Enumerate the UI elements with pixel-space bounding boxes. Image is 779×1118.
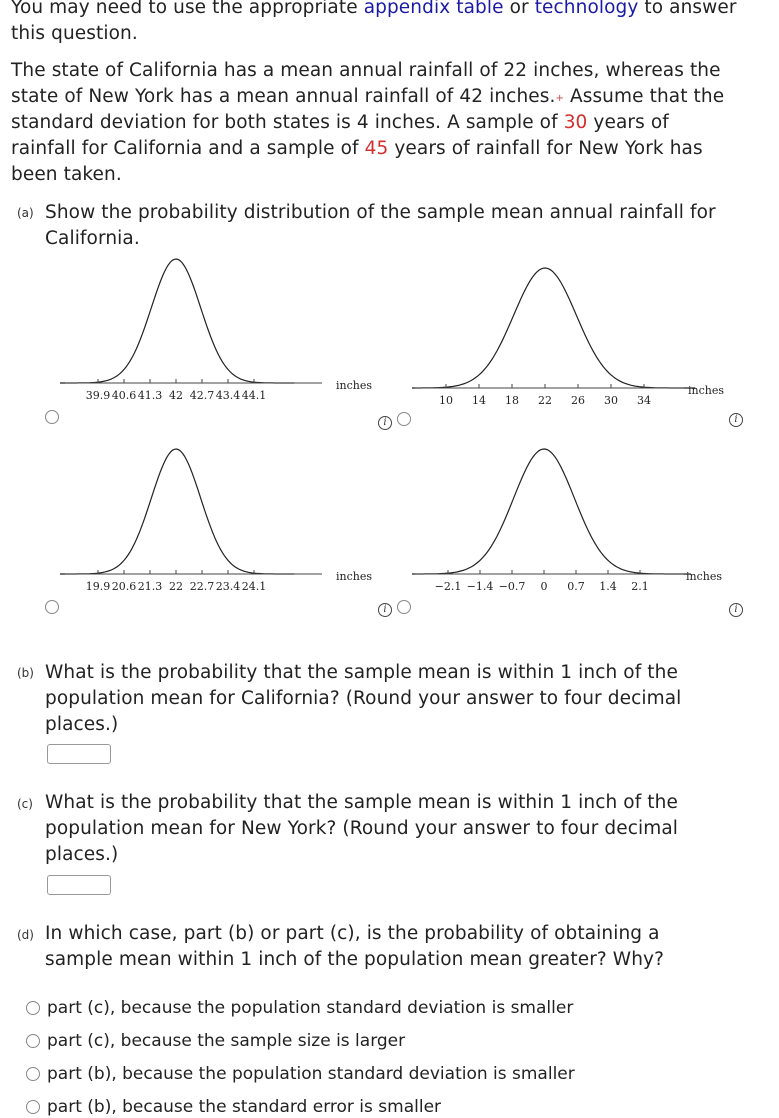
part-b-line-3: places.) xyxy=(45,714,119,735)
option-2[interactable]: part (c), because the sample size is larger xyxy=(26,1030,405,1052)
part-d-line-1: In which case, part (b) or part (c), is the probability of obtaining a xyxy=(45,923,660,944)
tick-label: 34 xyxy=(637,394,651,407)
part-c-line-1: What is the probability that the sample mean is within 1 inch of the xyxy=(45,792,678,813)
tick-label: 2.1 xyxy=(631,580,649,593)
tick-label: 21.3 xyxy=(137,580,163,593)
part-b-line-2: population mean for California? (Round your answer to four decimal xyxy=(45,688,682,709)
normal-curve-4 xyxy=(412,445,742,595)
tick-label: −0.7 xyxy=(498,580,526,593)
tick-label: 44.1 xyxy=(241,389,267,402)
ticks-3 xyxy=(86,570,267,593)
tick-label: 26 xyxy=(571,394,585,407)
unit-label-2: inches xyxy=(688,384,725,397)
unit-label-1: inches xyxy=(336,379,373,392)
part-a-line-1: Show the probability distribution of the sample mean annual rainfall for xyxy=(45,202,716,223)
sample-size-california: 30 xyxy=(563,112,588,133)
plot-2-radio[interactable] xyxy=(397,412,411,426)
unit-label-3: inches xyxy=(336,570,373,583)
problem-line-1: The state of California has a mean annual rainfall of 22 inches, whereas the xyxy=(11,60,721,81)
distribution-plot-1 xyxy=(60,255,380,405)
ticks-1 xyxy=(86,379,267,402)
option-2-radio[interactable] xyxy=(26,1034,40,1048)
plot-3-radio[interactable] xyxy=(45,600,59,614)
curve-4 xyxy=(412,449,691,574)
info-icon-4[interactable]: i xyxy=(729,603,743,617)
ticks-2 xyxy=(439,384,651,407)
unit-label-4: inches xyxy=(686,570,723,583)
plot-1-radio[interactable] xyxy=(45,410,59,424)
info-icon-1[interactable]: i xyxy=(378,416,392,430)
option-1[interactable]: part (c), because the population standard deviation is smaller xyxy=(26,997,573,1019)
curve-3 xyxy=(60,449,294,574)
problem-line-2: state of New York has a mean annual rainfall of 42 inches.+ Assume that the xyxy=(11,86,725,107)
problem-line-3: standard deviation for both states is 4 inches. A sample of 30 years of xyxy=(11,112,669,133)
info-icon-3[interactable]: i xyxy=(378,603,392,617)
part-b-line-1: What is the probability that the sample mean is within 1 inch of the xyxy=(45,662,678,683)
option-4-radio[interactable] xyxy=(26,1100,40,1114)
normal-curve-2 xyxy=(412,262,742,412)
tick-label: 0 xyxy=(540,580,548,593)
normal-curve-1 xyxy=(60,255,380,405)
distribution-plot-3 xyxy=(60,445,380,595)
tick-label: 40.6 xyxy=(111,389,137,402)
part-b-tag: (b) xyxy=(17,666,34,680)
tick-label: 24.1 xyxy=(241,580,267,593)
tick-label: 1.4 xyxy=(599,580,617,593)
part-d-line-2: sample mean within 1 inch of the population mean greater? Why? xyxy=(45,949,664,970)
tick-label: −1.4 xyxy=(466,580,494,593)
tick-label: 0.7 xyxy=(567,580,585,593)
problem-line-5: been taken. xyxy=(11,164,122,185)
intro-line-1: You may need to use the appropriate appendix table or technology to answer xyxy=(11,0,737,21)
distribution-plot-2 xyxy=(412,262,742,412)
option-1-radio[interactable] xyxy=(26,1001,40,1015)
part-c-answer-input[interactable] xyxy=(47,875,111,895)
tick-label: −2.1 xyxy=(434,580,462,593)
tick-label: 14 xyxy=(472,394,486,407)
sample-size-new-york: 45 xyxy=(364,138,389,159)
tick-label: 22 xyxy=(538,394,552,407)
tick-label: 42 xyxy=(169,389,183,402)
part-c-tag: (c) xyxy=(17,797,33,811)
technology-link[interactable]: technology xyxy=(534,0,639,18)
tick-label: 19.9 xyxy=(85,580,111,593)
problem-line-4: rainfall for California and a sample of 45 years of rainfall for New York has xyxy=(11,138,703,159)
tick-label: 10 xyxy=(439,394,453,407)
tick-label: 18 xyxy=(505,394,519,407)
part-c-line-2: population mean for New York? (Round your answer to four decimal xyxy=(45,818,679,839)
tick-label: 41.3 xyxy=(137,389,163,402)
part-d-tag: (d) xyxy=(17,928,34,942)
dagger-footnote[interactable]: + xyxy=(555,93,564,104)
tick-label: 42.7 xyxy=(189,389,215,402)
tick-label: 23.4 xyxy=(215,580,241,593)
tick-label: 22 xyxy=(169,580,183,593)
intro-line-2: this question. xyxy=(11,23,138,44)
tick-label: 43.4 xyxy=(215,389,241,402)
option-3[interactable]: part (b), because the population standard deviation is smaller xyxy=(26,1063,575,1085)
part-c-line-3: places.) xyxy=(45,844,119,865)
appendix-table-link[interactable]: appendix table xyxy=(363,0,504,18)
tick-label: 30 xyxy=(604,394,618,407)
part-a-line-2: California. xyxy=(45,228,140,249)
tick-label: 39.9 xyxy=(85,389,111,402)
ticks-4 xyxy=(435,570,649,593)
curve-2 xyxy=(412,268,695,388)
curve-1 xyxy=(60,259,294,383)
distribution-plot-4 xyxy=(412,445,742,595)
part-a-tag: (a) xyxy=(17,206,34,220)
option-3-radio[interactable] xyxy=(26,1067,40,1081)
normal-curve-3 xyxy=(60,445,380,595)
tick-label: 22.7 xyxy=(189,580,215,593)
tick-label: 20.6 xyxy=(111,580,137,593)
plot-4-radio[interactable] xyxy=(397,600,411,614)
info-icon-2[interactable]: i xyxy=(729,413,743,427)
part-b-answer-input[interactable] xyxy=(47,744,111,764)
option-4[interactable]: part (b), because the standard error is smaller xyxy=(26,1096,441,1118)
